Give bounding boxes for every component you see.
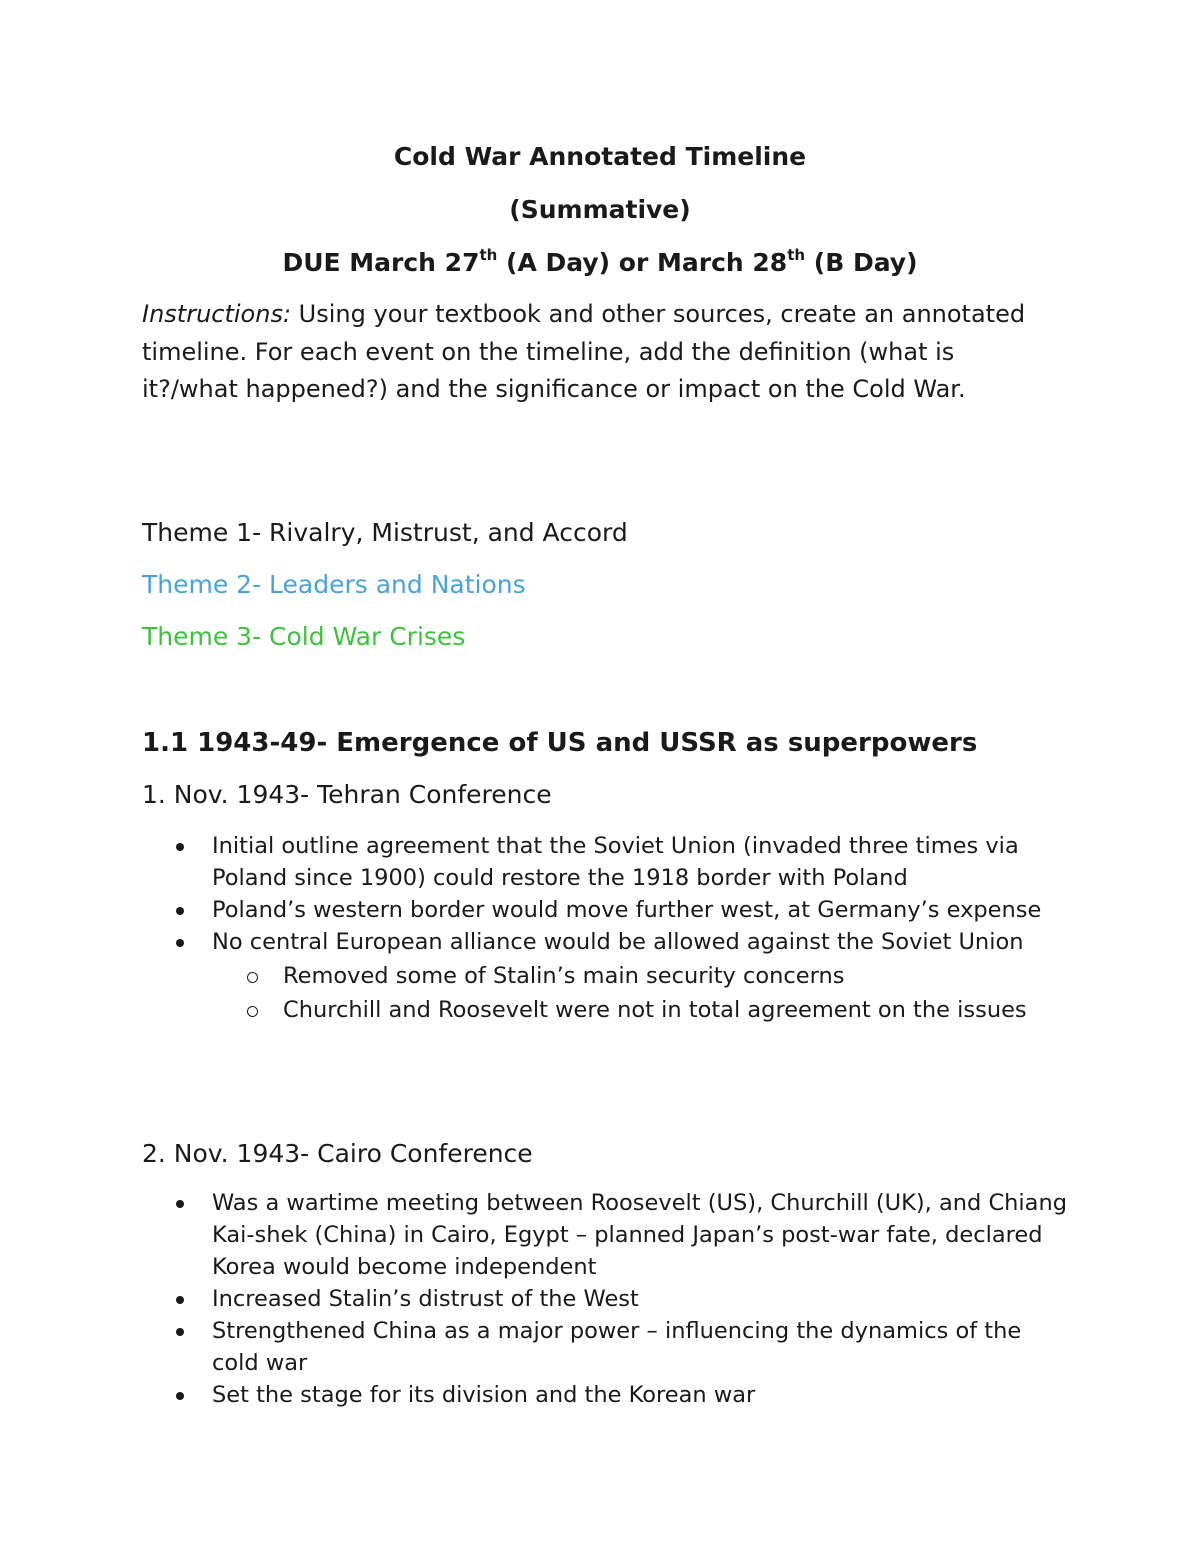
due-prefix: DUE March 27: [282, 248, 480, 277]
theme-2: Theme 2- Leaders and Nations: [142, 570, 526, 599]
due-mid: (A Day) or March 28: [497, 248, 788, 277]
hollow-bullet-icon: [247, 1006, 258, 1017]
theme-3: Theme 3- Cold War Crises: [142, 622, 466, 651]
bullet-text: Set the stage for its division and the Korean war: [212, 1382, 756, 1408]
sub-list-item: [0, 994, 1073, 1026]
bullet-icon: [176, 1296, 184, 1304]
section-heading: 1.1 1943-49- Emergence of US and USSR as superpowers: [142, 728, 978, 758]
subbullet-text: Removed some of Stalin’s main security concerns: [283, 963, 845, 989]
list-item: [0, 894, 1072, 926]
bullet-text: Increased Stalin’s distrust of the West: [212, 1286, 639, 1312]
cairo-bullet-list: [0, 1187, 1200, 1411]
list-item: [0, 1283, 1072, 1315]
bullet-icon: [176, 1200, 184, 1208]
event-heading-tehran: 1. Nov. 1943- Tehran Conference: [142, 780, 552, 809]
bullet-icon: [176, 939, 184, 947]
due-sup-2: th: [787, 246, 806, 264]
instructions-text: Using your textbook and other sources, create an annotated timeline. For each event on the timeline, add the definition (what is it?/what happened?) and the significance or impact on the Cold War.: [142, 300, 1026, 403]
bullet-text: No central European alliance would be allowed against the Soviet Union: [212, 929, 1024, 955]
bullet-text: Was a wartime meeting between Roosevelt (US), Churchill (UK), and Chiang Kai-shek (China) in Cairo, Egypt – planned Japan’s post-war fate, declared Korea would become independent: [212, 1190, 1068, 1280]
bullet-icon: [176, 843, 184, 851]
due-suffix: (B Day): [805, 248, 918, 277]
event-heading-cairo: 2. Nov. 1943- Cairo Conference: [142, 1139, 533, 1168]
document-subtitle: (Summative): [509, 195, 691, 224]
list-item: [0, 1187, 1072, 1283]
due-date-line: [0, 248, 1200, 278]
bullet-text: Poland’s western border would move further west, at Germany’s expense: [212, 897, 1042, 923]
tehran-bullet-list: [0, 830, 1200, 1026]
bullet-icon: [176, 1392, 184, 1400]
subbullet-text: Churchill and Roosevelt were not in total agreement on the issues: [283, 997, 1027, 1023]
list-item: [0, 926, 1072, 958]
instructions-label: Instructions:: [142, 300, 292, 328]
theme-1: Theme 1- Rivalry, Mistrust, and Accord: [142, 518, 628, 547]
instructions-paragraph: [142, 296, 1042, 409]
due-sup-1: th: [479, 246, 498, 264]
list-item: [0, 1315, 1072, 1379]
hollow-bullet-icon: [247, 972, 258, 983]
bullet-text: Strengthened China as a major power – influencing the dynamics of the cold war: [212, 1318, 1022, 1376]
list-item: [0, 1379, 1072, 1411]
list-item: [0, 830, 1072, 894]
bullet-text: Initial outline agreement that the Soviet Union (invaded three times via Poland since 1900) could restore the 1918 border with Poland: [212, 833, 1019, 891]
document-title: Cold War Annotated Timeline: [393, 142, 807, 171]
bullet-icon: [176, 907, 184, 915]
sub-list-item: [0, 960, 1073, 992]
bullet-icon: [176, 1328, 184, 1336]
